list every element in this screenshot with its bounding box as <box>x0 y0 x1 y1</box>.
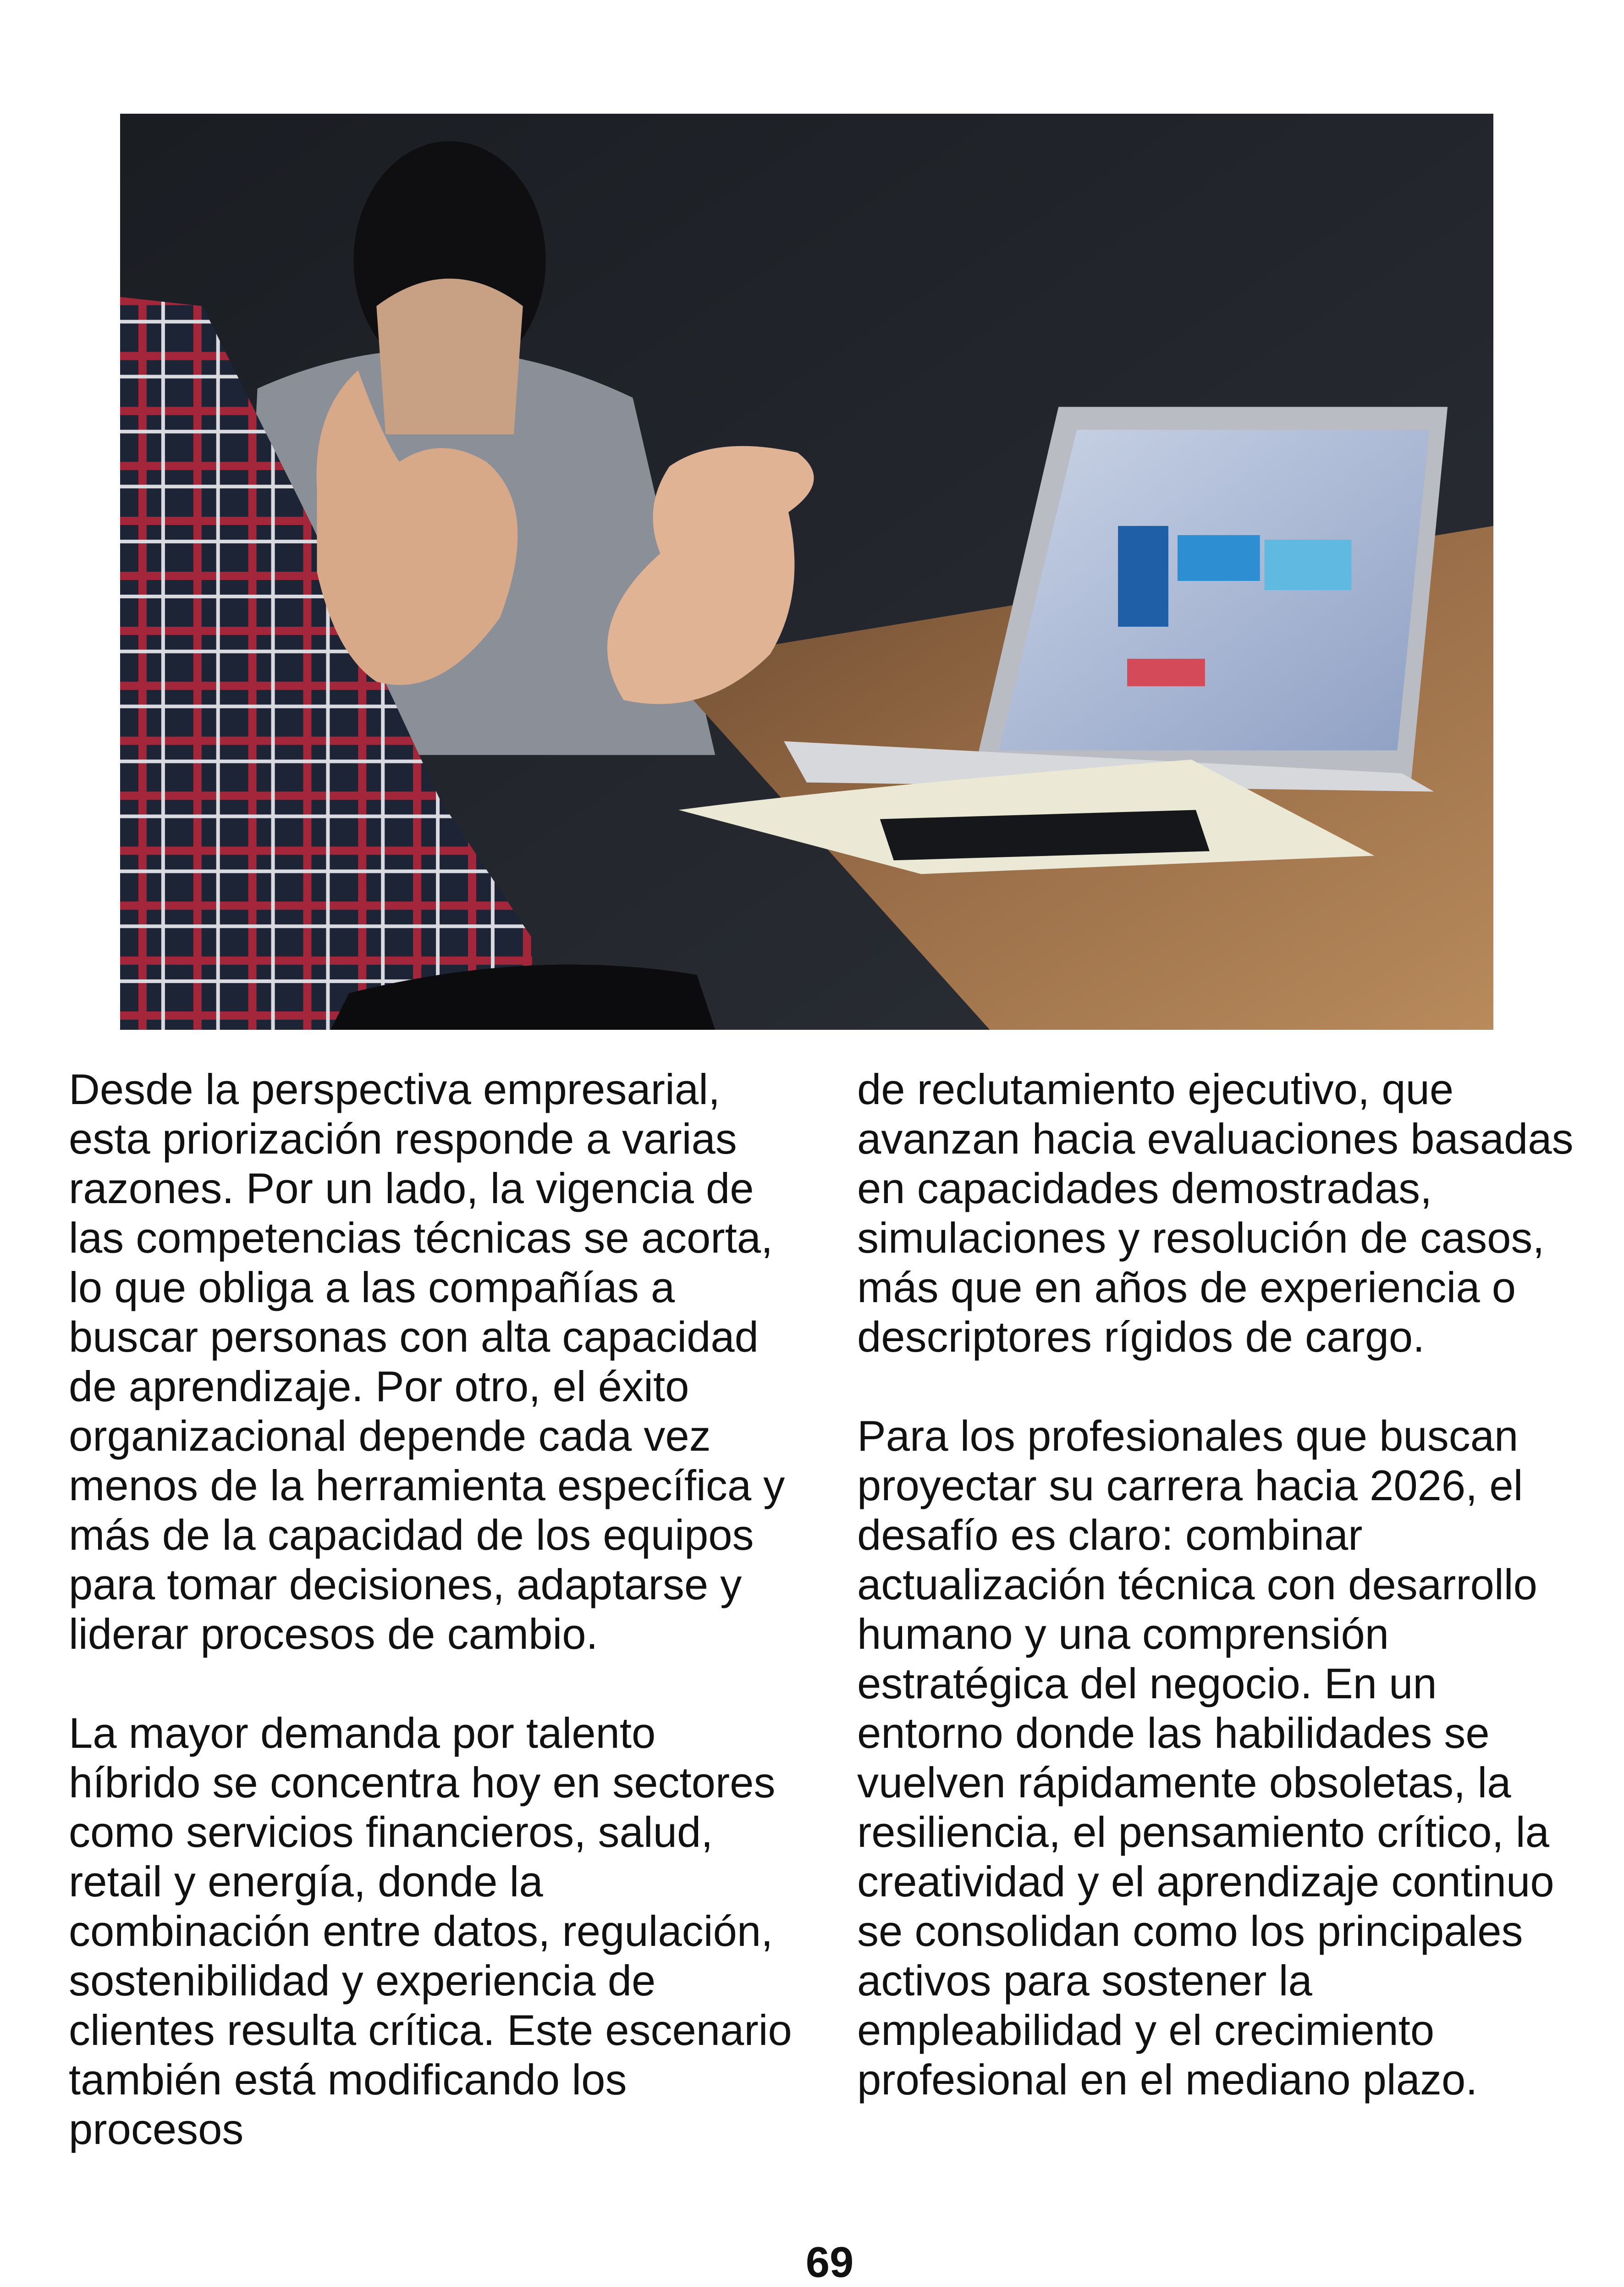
meeting-photo <box>120 114 1493 1030</box>
right-column <box>857 1065 1581 2154</box>
paragraph: de reclutamiento ejecutivo, que avanzan hacia evaluaciones basadas en capacidades demostradas, simulaciones y resolución de casos, más que en años de experiencia o descriptores rígidos de cargo. <box>857 1065 1574 1361</box>
paragraph: Para los profesionales que buscan proyectar su carrera hacia 2026, el desafío es claro: combinar actualización técnica con desarrollo humano y una comprensión estratégica del negocio. En un entorno donde las habilidades se vuelven rápidamente obsoletas, la resiliencia, el pensamiento crítico, la creatividad y el aprendizaje continuo se consolidan como los principales activos para sostener la empleabilidad y el crecimiento profesional en el mediano plazo. <box>857 1412 1554 2104</box>
page-number: 69 <box>805 2238 854 2286</box>
paragraph: Desde la perspectiva empresarial, esta priorización responde a varias razones. Por un lado, la vigencia de las competencias técnicas se acorta, lo que obliga a las compañías a buscar personas con alta capacidad de aprendizaje. Por otro, el éxito organizacional depende cada vez menos de la herramienta específica y más de la capacidad de los equipos para tomar decisiones, adaptarse y liderar procesos de cambio. <box>69 1065 785 1658</box>
left-column <box>69 1065 793 2204</box>
paragraph: La mayor demanda por talento híbrido se concentra hoy en sectores como servicios financieros, salud, retail y energía, donde la combinación entre datos, regulación, sostenibilidad y experiencia de clientes resulta crítica. Este escenario también está modificando los procesos <box>69 1709 792 2153</box>
